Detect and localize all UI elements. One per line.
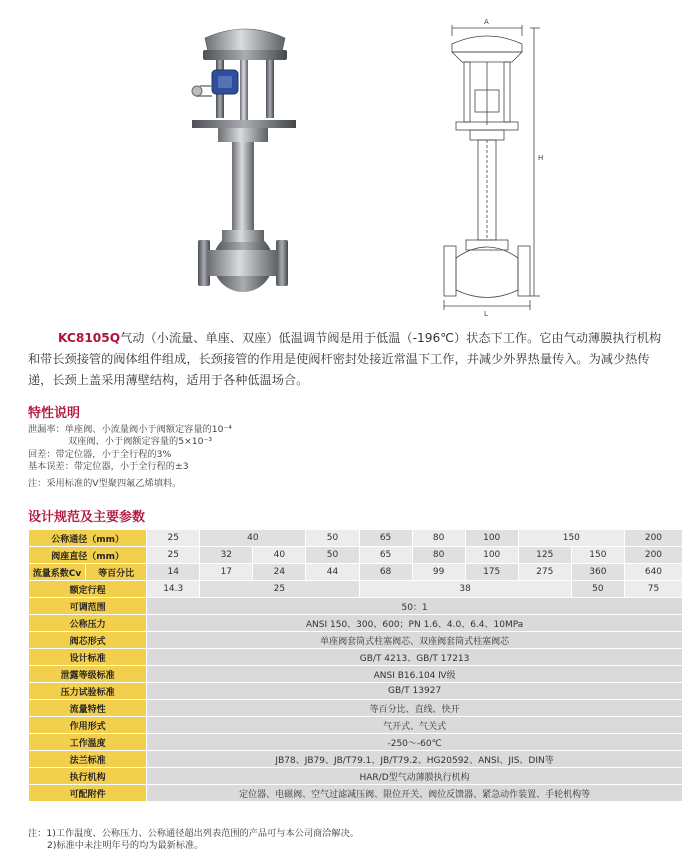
valve-photo	[192, 29, 296, 292]
row-label: 工作温度	[29, 734, 147, 751]
table-cell: 40	[253, 547, 306, 564]
table-cell: 150	[571, 547, 624, 564]
table-cell: 定位器、电磁阀、空气过滤减压阀、限位开关、阀位反馈器、紧急动作装置、手轮机构等	[147, 785, 683, 802]
table-cell: 14	[147, 564, 200, 581]
features-list	[28, 424, 232, 490]
table-cell: 32	[200, 547, 253, 564]
table-cell: 275	[518, 564, 571, 581]
table-row	[29, 632, 683, 649]
dim-label-h: H	[538, 154, 544, 162]
table-cell: 50	[571, 581, 624, 598]
row-label: 流量系数Cv	[29, 564, 86, 581]
table-cell: 40	[200, 530, 306, 547]
table-cell: GB/T 4213、GB/T 17213	[147, 649, 683, 666]
table-cell: 175	[465, 564, 518, 581]
table-cell: 360	[571, 564, 624, 581]
row-label: 可调范围	[29, 598, 147, 615]
table-cell: 14.3	[147, 581, 200, 598]
table-cell: 100	[465, 547, 518, 564]
row-label: 公称通径（mm）	[29, 530, 147, 547]
table-cell: ANSI B16.104 Ⅳ级	[147, 666, 683, 683]
table-cell: ANSI 150、300、600；PN 1.6、4.0、6.4、10MPa	[147, 615, 683, 632]
feature-line: 双座阀、小于阀额定容量的5×10⁻³	[68, 436, 213, 448]
table-cell: 等百分比、直线、快开	[147, 700, 683, 717]
table-cell: 75	[624, 581, 682, 598]
table-cell: 25	[200, 581, 359, 598]
table-row	[29, 649, 683, 666]
table-cell: JB78、JB79、JB/T79.1、JB/T79.2、HG20592、ANSI、JIS、DIN等	[147, 751, 683, 768]
table-cell: 150	[518, 530, 624, 547]
table-row	[29, 734, 683, 751]
table-cell: 38	[359, 581, 571, 598]
row-label: 流量特性	[29, 700, 147, 717]
table-cell: 68	[359, 564, 412, 581]
table-cell: GB/T 13927	[147, 683, 683, 700]
spec-title: 设计规范及主要参数	[28, 510, 146, 525]
table-cell: 100	[465, 530, 518, 547]
table-cell: 640	[624, 564, 682, 581]
table-cell: HAR/D型气动薄膜执行机构	[147, 768, 683, 785]
row-label: 阀座直径（mm）	[29, 547, 147, 564]
table-cell: 125	[518, 547, 571, 564]
table-cell: 80	[412, 547, 465, 564]
product-description	[28, 328, 668, 391]
feature-line: 基本误差：带定位器，小于全行程的±3	[28, 461, 189, 473]
table-cell: 25	[147, 547, 200, 564]
product-figures	[0, 0, 691, 318]
table-row	[29, 598, 683, 615]
dim-label-a: A	[484, 18, 489, 26]
table-cell: -250～-60℃	[147, 734, 683, 751]
features-title: 特性说明	[28, 406, 81, 421]
table-cell: 200	[624, 547, 682, 564]
feature-line: 回差：带定位器，小于全行程的3%	[28, 448, 172, 460]
row-label: 作用形式	[29, 717, 147, 734]
table-cell: 50	[306, 547, 359, 564]
row-label: 压力试验标准	[29, 683, 147, 700]
row-label: 泄露等级标准	[29, 666, 147, 683]
table-row	[29, 564, 683, 581]
table-cell: 44	[306, 564, 359, 581]
table-row	[29, 666, 683, 683]
table-cell: 24	[253, 564, 306, 581]
table-cell: 气开式、气关式	[147, 717, 683, 734]
dim-label-l: L	[484, 310, 488, 318]
table-cell: 50	[306, 530, 359, 547]
table-cell: 99	[412, 564, 465, 581]
spec-table	[28, 529, 683, 802]
feature-line: 泄漏率：单座阀、小流量阀小于阀额定容量的10⁻⁴	[28, 424, 232, 435]
table-row	[29, 717, 683, 734]
row-label: 阀芯形式	[29, 632, 147, 649]
footnote: 注：1)工作温度、公称压力、公称通径超出列表范围的产品可与本公司商洽解决。	[28, 828, 359, 839]
table-row	[29, 615, 683, 632]
model-number: KC8105Q	[58, 331, 121, 345]
row-label: 可配附件	[29, 785, 147, 802]
table-row	[29, 751, 683, 768]
table-row	[29, 700, 683, 717]
table-cell: 25	[147, 530, 200, 547]
row-label: 执行机构	[29, 768, 147, 785]
table-row	[29, 581, 683, 598]
table-row	[29, 547, 683, 564]
figures	[0, 0, 691, 318]
feature-note: 注：采用标准的V型聚四氟乙烯填料。	[28, 477, 182, 489]
table-cell: 200	[624, 530, 682, 547]
row-label: 法兰标准	[29, 751, 147, 768]
footnote: 2)标准中未注明年号的均为最新标准。	[47, 840, 204, 851]
table-row	[29, 530, 683, 547]
dimension-drawing	[444, 25, 540, 310]
footnotes	[28, 828, 359, 852]
description-text: 气动（小流量、单座、双座）低温调节阀是用于低温（-196℃）状态下工作。它由气动薄膜执行机构和带长颈接管的阀体组件组成，长颈接管的作用是使阀杆密封处接近常温下工作，并减少外界热量传入。为减少热传递，长颈上盖采用薄壁结构，适用于各种低温场合。	[28, 331, 662, 387]
table-cell: 50：1	[147, 598, 683, 615]
row-label: 公称压力	[29, 615, 147, 632]
table-row	[29, 683, 683, 700]
row-sublabel: 等百分比	[86, 564, 147, 581]
table-cell: 单座阀套筒式柱塞阀芯、双座阀套筒式柱塞阀芯	[147, 632, 683, 649]
table-cell: 17	[200, 564, 253, 581]
table-cell: 65	[359, 547, 412, 564]
table-row	[29, 785, 683, 802]
table-cell: 65	[359, 530, 412, 547]
row-label: 设计标准	[29, 649, 147, 666]
row-label: 额定行程	[29, 581, 147, 598]
table-cell: 80	[412, 530, 465, 547]
table-row	[29, 768, 683, 785]
